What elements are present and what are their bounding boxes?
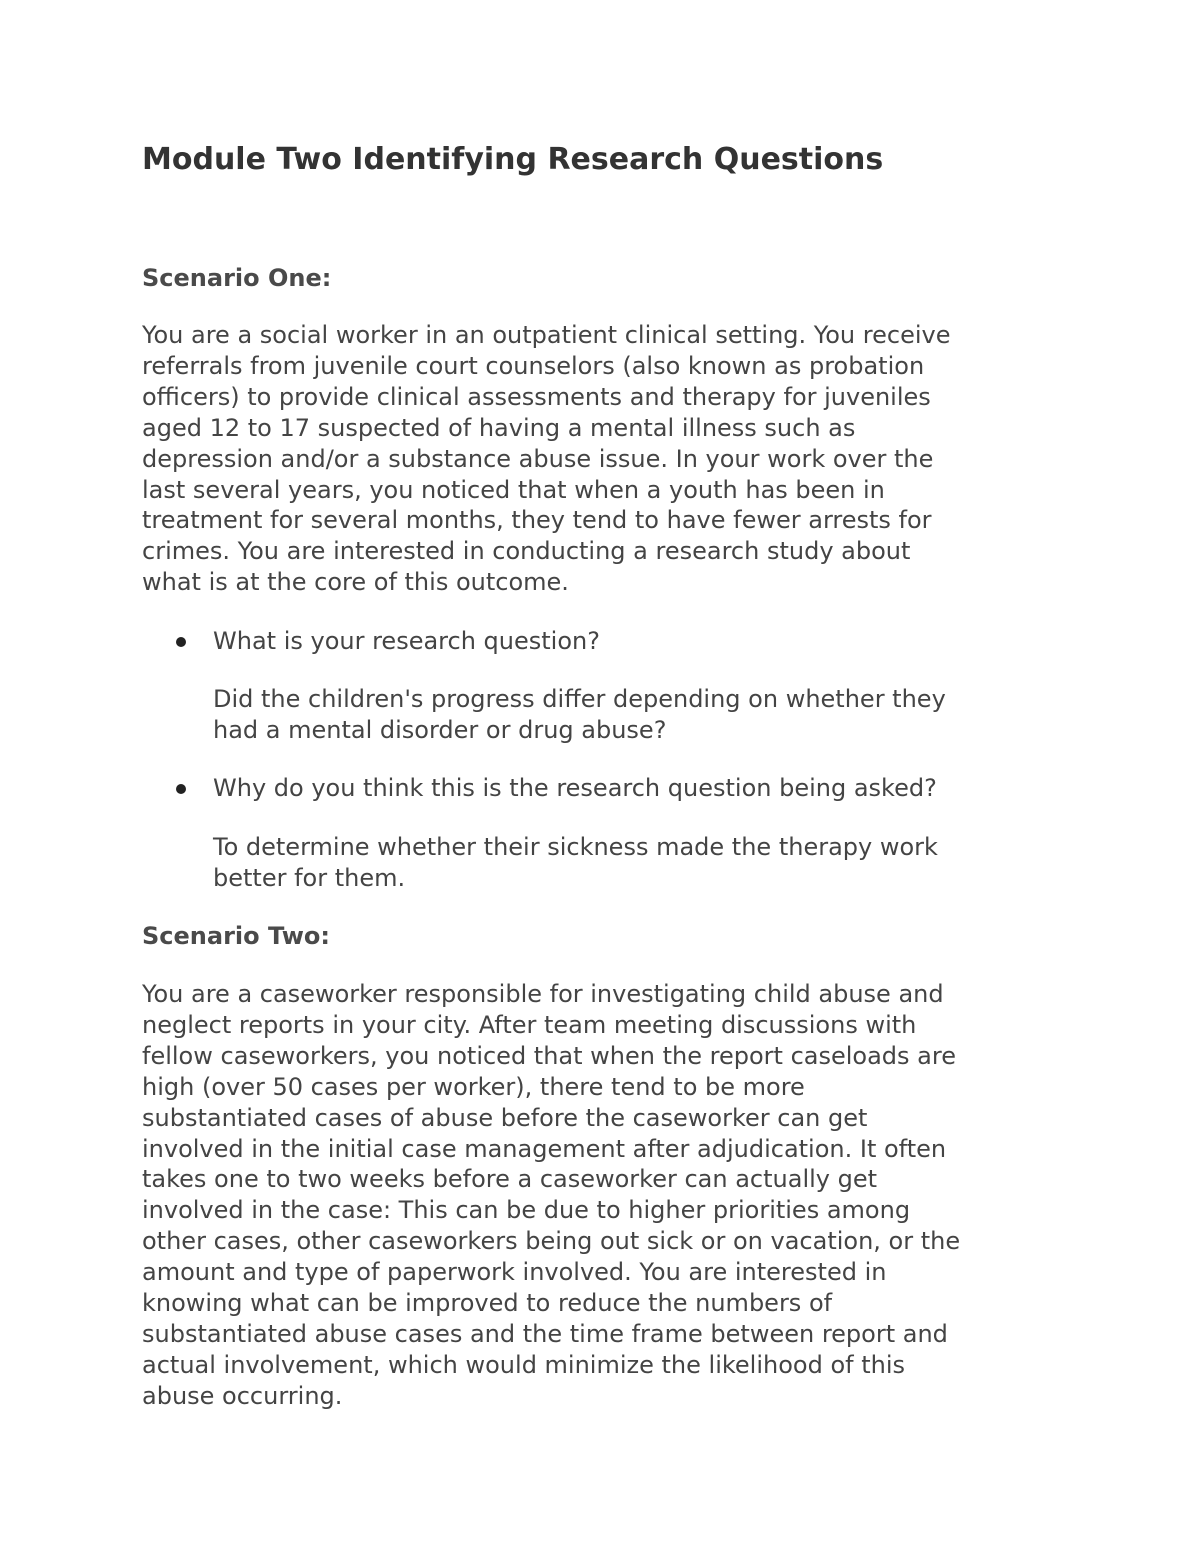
paragraph-line: involved in the case: This can be due to higher priorities among [142, 1196, 911, 1225]
paragraph-line: other cases, other caseworkers being out sick or on vacation, or the [142, 1227, 961, 1256]
answer-line: better for them. [213, 863, 406, 892]
answer-line: Did the children's progress differ depending on whether they [213, 685, 946, 713]
paragraph-line: substantiated cases of abuse before the caseworker can get [142, 1103, 868, 1132]
document-title: Module Two Identifying Research Questions [142, 142, 884, 177]
paragraph-line: officers) to provide clinical assessments and therapy for juveniles [142, 382, 931, 411]
paragraph-line: treatment for several months, they tend to have fewer arrests for [142, 506, 932, 535]
paragraph-line: substantiated abuse cases and the time frame between report and [142, 1319, 948, 1348]
paragraph-line: abuse occurring. [142, 1381, 343, 1410]
paragraph-line: involved in the initial case management after adjudication. It often [142, 1134, 947, 1163]
bullet-icon [176, 637, 186, 647]
paragraph-line: last several years, you noticed that when a youth has been in [142, 475, 885, 504]
paragraph-line: neglect reports in your city. After team meeting discussions with [142, 1010, 917, 1039]
paragraph-line: You are a caseworker responsible for investigating child abuse and [142, 980, 944, 1008]
paragraph-line: You are a social worker in an outpatient clinical setting. You receive [142, 321, 951, 349]
paragraph-line: aged 12 to 17 suspected of having a mental illness such as [142, 413, 856, 442]
scenario-two-paragraph [142, 979, 960, 1412]
question-line: What is your research question? [213, 627, 600, 655]
paragraph-line: takes one to two weeks before a caseworker can actually get [142, 1165, 878, 1194]
paragraph-line: what is at the core of this outcome. [142, 568, 569, 597]
paragraph-line: referrals from juvenile court counselors (also known as probation [142, 351, 925, 380]
paragraph-line: crimes. You are interested in conducting a research study about [142, 537, 911, 566]
paragraph-line: actual involvement, which would minimize the likelihood of this [142, 1350, 906, 1379]
scenario-two-heading: Scenario Two: [142, 922, 330, 950]
answer-one [213, 684, 946, 746]
paragraph-line: amount and type of paperwork involved. You are interested in [142, 1258, 887, 1287]
paragraph-line: high (over 50 cases per worker), there tend to be more [142, 1072, 805, 1101]
scenario-one-heading: Scenario One: [142, 264, 332, 292]
question-one [213, 626, 600, 657]
bullet-icon [176, 784, 186, 794]
answer-two [213, 832, 938, 894]
question-two [213, 773, 937, 804]
scenario-one-paragraph [142, 320, 950, 598]
paragraph-line: depression and/or a substance abuse issue. In your work over the [142, 444, 934, 473]
paragraph-line: fellow caseworkers, you noticed that when the report caseloads are [142, 1041, 956, 1070]
answer-line: had a mental disorder or drug abuse? [213, 715, 667, 744]
question-line: Why do you think this is the research question being asked? [213, 774, 937, 802]
paragraph-line: knowing what can be improved to reduce the numbers of [142, 1289, 833, 1318]
answer-line: To determine whether their sickness made the therapy work [213, 833, 938, 861]
